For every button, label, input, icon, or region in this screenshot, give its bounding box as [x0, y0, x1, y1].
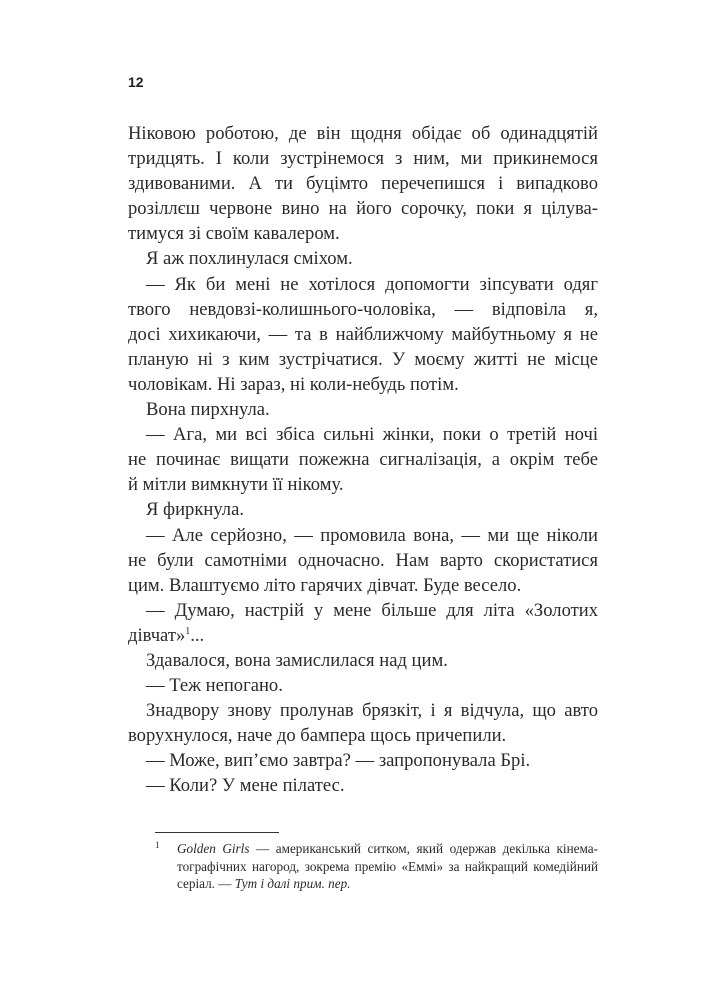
text-line — [128, 196, 598, 221]
text-line-content: дівчат» — [128, 624, 186, 646]
footnote-reference: 1 — [185, 625, 191, 637]
footnote-marker: 1 — [155, 840, 160, 850]
text-line-content: здивованими. А ти буцімто перечепишся і випадково — [128, 173, 598, 195]
text-line-content: не починає вищати пожежна сигналізація, а окрім тебе — [128, 449, 598, 471]
text-line-content: — Теж непогано. — [146, 675, 283, 697]
body-text — [128, 121, 598, 799]
text-line-content: — Коли? У мене пілатес. — [146, 775, 345, 797]
text-line — [128, 573, 598, 598]
text-line — [128, 297, 598, 322]
text-line — [128, 748, 598, 773]
text-line-content: тридцять. І коли зустрінемося з ним, ми прикинемося — [128, 148, 598, 170]
text-line-content: — Думаю, настрій у мене більше для літа «Золотих — [146, 599, 598, 621]
footnote — [155, 840, 598, 893]
text-line — [128, 447, 598, 472]
footnote-text: тографічних нагород, зокрема премію «Еммі» за найкращий комедійний — [177, 858, 598, 874]
text-line-content: Вона пирхнула. — [146, 399, 270, 421]
text-line — [128, 648, 598, 673]
text-line-content: розіллєш червоне вино на його сорочку, поки я цілува- — [128, 198, 598, 220]
text-line-content: Я аж похлинулася сміхом. — [146, 248, 353, 270]
text-line — [128, 548, 598, 573]
text-line-content: досі хихикаючи, — та в найближчому майбутньому я не — [128, 323, 598, 345]
text-line — [128, 422, 598, 447]
text-line-content: — Як би мені не хотілося допомогти зіпсувати одяг — [146, 273, 598, 295]
text-line — [128, 372, 598, 397]
footnote-divider — [155, 832, 279, 833]
footnote-text: — американський ситком, який одержав декілька кінема- — [249, 841, 598, 856]
text-line — [128, 121, 598, 146]
text-line — [128, 397, 598, 422]
text-line-suffix: ... — [190, 624, 205, 646]
text-line-content: цим. Влаштуємо літо гарячих дівчат. Буде весело. — [128, 574, 522, 596]
text-line — [128, 598, 598, 623]
text-line — [128, 698, 598, 723]
text-line — [128, 146, 598, 171]
text-line — [128, 773, 598, 798]
text-line-content: чоловікам. Ні зараз, ні коли-небудь потім. — [128, 373, 459, 395]
text-line-content: Здавалося, вона замислилася над цим. — [146, 649, 448, 671]
text-line-content: Я фиркнула. — [146, 499, 244, 521]
text-line-content: ворухнулося, наче до бампера щось причепили. — [128, 725, 507, 747]
text-line-content: й мітли вимкнути її нікому. — [128, 474, 344, 496]
footnote-text: серіал. — — [177, 876, 235, 891]
text-line — [128, 347, 598, 372]
text-line-content: планую ні з ким зустрічатися. У моєму житті не місце — [128, 348, 598, 370]
footnote-title: Golden Girls — [177, 841, 250, 856]
text-line-content: Знадвору знову пролунав брязкіт, і я відчула, що авто — [146, 700, 598, 722]
text-line — [128, 723, 598, 748]
text-line-content: — Може, вип’ємо завтра? — запропонувала Брі. — [146, 750, 531, 772]
text-line — [128, 221, 598, 246]
text-line — [128, 623, 598, 648]
text-line-content: — Але серйозно, — промовила вона, — ми ще ніколи — [146, 524, 598, 546]
text-line — [128, 322, 598, 347]
text-line-content: — Ага, ми всі збіса сильні жінки, поки о третій ночі — [146, 424, 598, 446]
text-line — [128, 472, 598, 497]
text-line-content: твого невдовзі-колишнього-чоловіка, — відповіла я, — [128, 298, 598, 320]
page-number: 12 — [128, 74, 144, 90]
text-line — [128, 272, 598, 297]
footnote-note: Тут і далі прим. пер. — [234, 876, 351, 891]
text-line — [128, 171, 598, 196]
text-line — [128, 246, 598, 271]
text-line-content: Ніковою роботою, де він щодня обідає об одинадцятій — [128, 123, 598, 144]
text-line — [128, 497, 598, 522]
text-line — [128, 523, 598, 548]
text-line-content: тимуся зі своїм кавалером. — [128, 223, 340, 245]
text-line — [128, 673, 598, 698]
text-line-content: не були самотніми одночасно. Нам варто скористатися — [128, 549, 598, 571]
